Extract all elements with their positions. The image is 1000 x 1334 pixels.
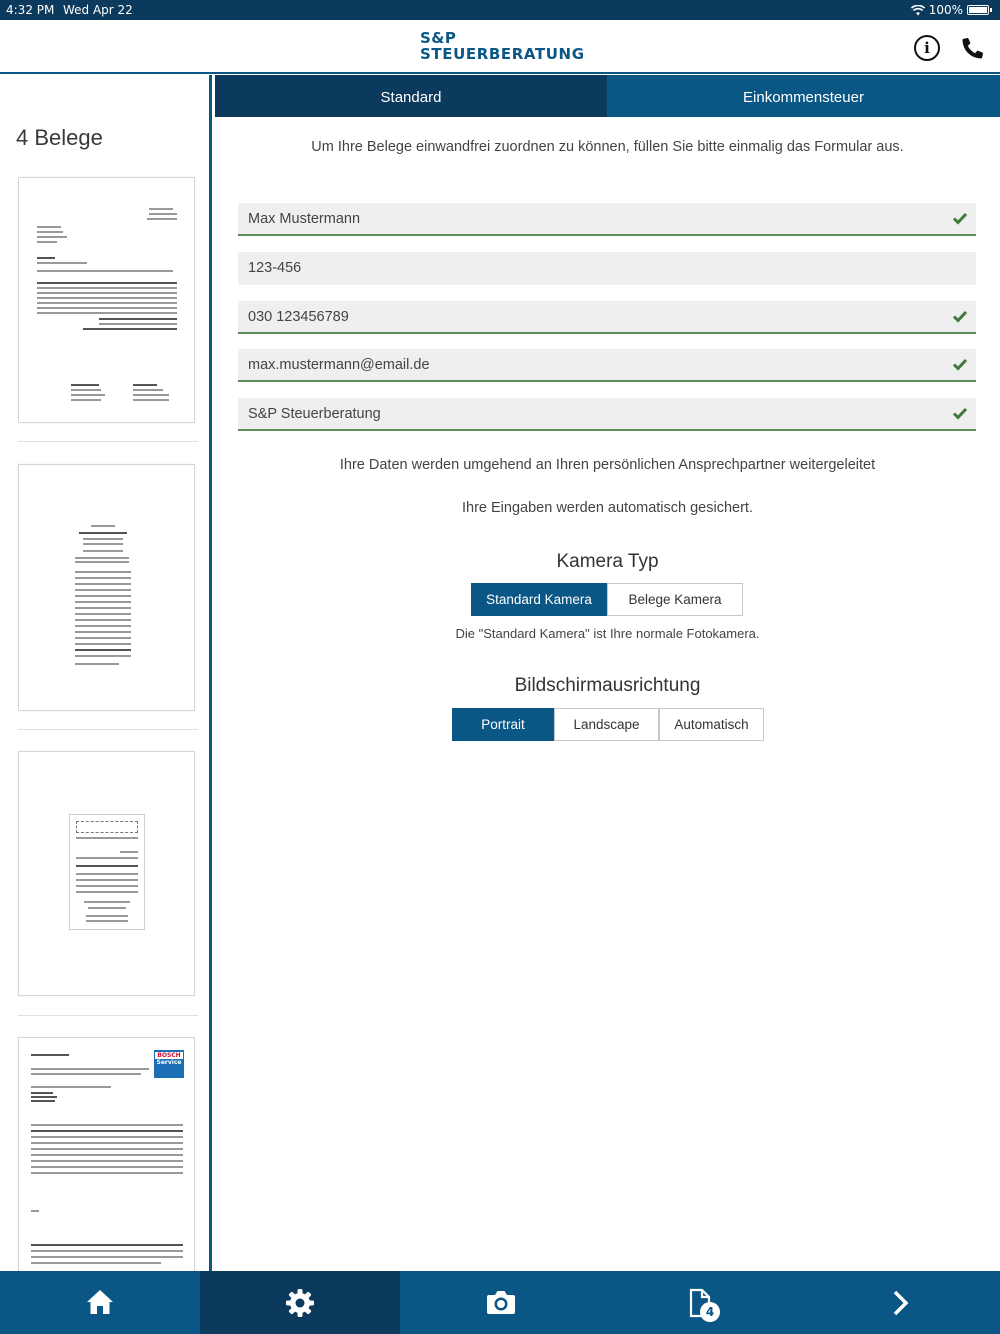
home-tab[interactable]: [0, 1271, 200, 1334]
receipt-thumbnail-4[interactable]: [18, 1037, 195, 1271]
wifi-icon: [911, 5, 925, 16]
advisor-input[interactable]: [248, 398, 928, 429]
chevron-right-icon: [885, 1288, 915, 1318]
bosch-service-logo: BOSCH Service: [154, 1050, 184, 1078]
automatic-button[interactable]: Automatisch: [659, 708, 764, 741]
tab-bar-top: [215, 75, 1000, 117]
phone-field[interactable]: [238, 301, 976, 334]
form-intro-text: Um Ihre Belege einwandfrei zuordnen zu können, füllen Sie bitte einmalig das Formular aus.: [311, 139, 904, 155]
camera-tab[interactable]: [400, 1271, 600, 1334]
status-date: Wed Apr 22: [63, 3, 133, 17]
info-icon[interactable]: i: [914, 35, 940, 61]
client-number-input[interactable]: [248, 252, 928, 283]
orientation-selector: [452, 708, 764, 741]
thumbnail-separator: [18, 729, 198, 730]
check-icon: [952, 405, 968, 421]
receipts-count-title: 4 Belege: [16, 125, 103, 150]
receipt-thumbnail-2[interactable]: [18, 464, 195, 711]
battery-icon: [967, 5, 989, 15]
status-bar: [0, 0, 1000, 20]
next-tab[interactable]: [800, 1271, 1000, 1334]
sidebar: [0, 75, 212, 1271]
receipt-thumbnail-1[interactable]: [18, 177, 195, 423]
thumbnail-separator: [18, 1015, 198, 1016]
check-icon: [952, 308, 968, 324]
phone-icon[interactable]: [960, 35, 986, 61]
portrait-button[interactable]: Portrait: [452, 708, 554, 741]
advisor-field[interactable]: [238, 398, 976, 431]
bottom-tab-bar: [0, 1271, 1000, 1334]
app-header: [0, 20, 1000, 74]
battery-tip: [990, 8, 992, 12]
email-input[interactable]: [248, 349, 928, 380]
tab-standard[interactable]: Standard: [215, 75, 607, 117]
documents-count-badge: 4: [700, 1302, 720, 1322]
logo-line-2: STEUERBERATUNG: [420, 45, 585, 63]
logo: [420, 30, 585, 62]
battery-percent: 100%: [928, 3, 963, 17]
receipt-thumbnail-3[interactable]: [18, 751, 195, 996]
name-field[interactable]: [238, 203, 976, 236]
receipt-paper: [69, 814, 145, 930]
phone-input[interactable]: [248, 301, 928, 332]
form-panel: [215, 117, 1000, 1271]
camera-note: Die "Standard Kamera" ist Ihre normale Fotokamera.: [455, 626, 760, 641]
name-input[interactable]: [248, 203, 928, 234]
email-field[interactable]: [238, 349, 976, 382]
documents-tab[interactable]: [600, 1271, 800, 1334]
check-icon: [952, 210, 968, 226]
home-icon: [85, 1288, 115, 1316]
tab-einkommensteuer[interactable]: Einkommensteuer: [607, 75, 1000, 117]
camera-type-selector: [471, 583, 743, 616]
client-number-field[interactable]: [238, 252, 976, 285]
camera-icon: [485, 1288, 517, 1316]
thumbnail-separator: [18, 441, 198, 442]
check-icon: [952, 356, 968, 372]
settings-icon: [285, 1288, 315, 1318]
landscape-button[interactable]: Landscape: [554, 708, 659, 741]
forwarded-note: Ihre Daten werden umgehend an Ihren persönlichen Ansprechpartner weitergeleitet: [339, 457, 876, 473]
orientation-title: Bildschirmausrichtung: [514, 675, 701, 696]
settings-tab[interactable]: [200, 1271, 400, 1334]
logo-line-1: S&P: [420, 29, 457, 47]
status-time: 4:32 PM: [6, 3, 55, 17]
status-right: [911, 0, 992, 20]
standard-camera-button[interactable]: Standard Kamera: [471, 583, 607, 616]
camera-type-title: Kamera Typ: [556, 551, 659, 572]
receipt-camera-button[interactable]: Belege Kamera: [607, 583, 743, 616]
autosave-note: Ihre Eingaben werden automatisch gesichert.: [462, 500, 753, 516]
